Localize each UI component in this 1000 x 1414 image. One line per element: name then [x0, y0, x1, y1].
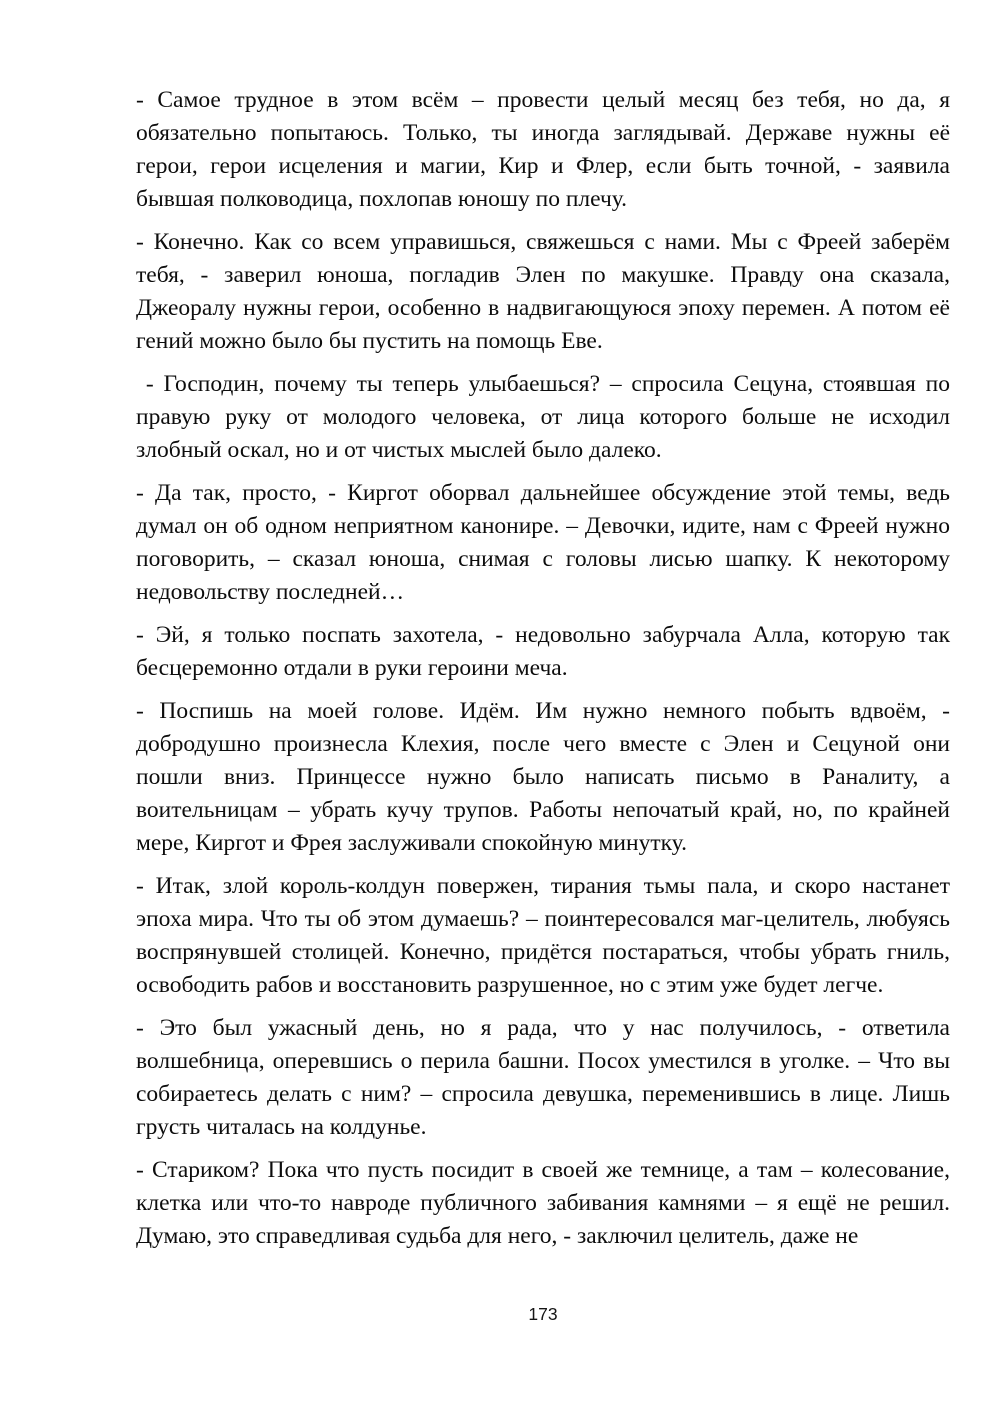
paragraph: - Поспишь на моей голове. Идём. Им нужно немного побыть вдвоём, - добродушно произнесла Клехия, после чего вместе с Элен и Сецуной они пошли вниз. Принцессе нужно было написать письмо в Раналиту, а воительницам – убрать кучу трупов. Работы непочатый край, но, по крайней мере, Киргот и Фрея заслуживали спокойную минутку. — [136, 698, 950, 856]
paragraph: - Конечно. Как со всем управишься, свяжешься с нами. Мы с Фреей заберём тебя, - заверил юноша, погладив Элен по макушке. Правду она сказала, Джеоралу нужны герои, особенно в надвигающуюся эпоху перемен. А потом её гений можно было бы пустить на помощь Еве. — [136, 229, 950, 354]
paragraph: - Самое трудное в этом всём – провести целый месяц без тебя, но да, я обязательно попытаюсь. Только, ты иногда заглядывай. Державе нужны её герои, герои исцеления и магии, Кир и Флер, если быть точной, - заявила бывшая полководица, похлопав юношу по плечу. — [136, 87, 950, 212]
paragraph: - Да так, просто, - Киргот оборвал дальнейшее обсуждение этой темы, ведь думал он об одном неприятном канонире. – Девочки, идите, нам с Фреей нужно поговорить, – сказал юноша, снимая с головы лисью шапку. К некоторому недовольству последней… — [136, 480, 950, 605]
paragraph: - Итак, злой король-колдун повержен, тирания тьмы пала, и скоро настанет эпоха мира. Что ты об этом думаешь? – поинтересовался маг-целитель, любуясь воспрянувшей столицей. Конечно, придётся постараться, чтобы убрать гниль, освободить рабов и восстановить разрушенное, но с этим уже будет легче. — [136, 873, 950, 998]
paragraph: - Господин, почему ты теперь улыбаешься? – спросила Сецуна, стоявшая по правую руку от молодого человека, от лица которого больше не исходил злобный оскал, но и от чистых мыслей было далеко. — [136, 371, 950, 463]
paragraph: - Стариком? Пока что пусть посидит в своей же темнице, а там – колесование, клетка или что-то навроде публичного забивания камнями – я ещё не решил. Думаю, это справедливая судьба для него, - заключил целитель, даже не — [136, 1157, 950, 1249]
paragraph: - Эй, я только поспать захотела, - недовольно забурчала Алла, которую так бесцеремонно отдали в руки героини меча. — [136, 622, 950, 681]
paragraph: - Это был ужасный день, но я рада, что у нас получилось, - ответила волшебница, оперевшись о перила башни. Посох уместился в уголке. – Что вы собираетесь делать с ним? – спросила девушка, переменившись в лице. Лишь грусть читалась на колдунье. — [136, 1015, 950, 1140]
page-footer — [136, 1304, 950, 1325]
page-number: 173 — [528, 1304, 558, 1324]
page-body — [136, 84, 950, 1263]
